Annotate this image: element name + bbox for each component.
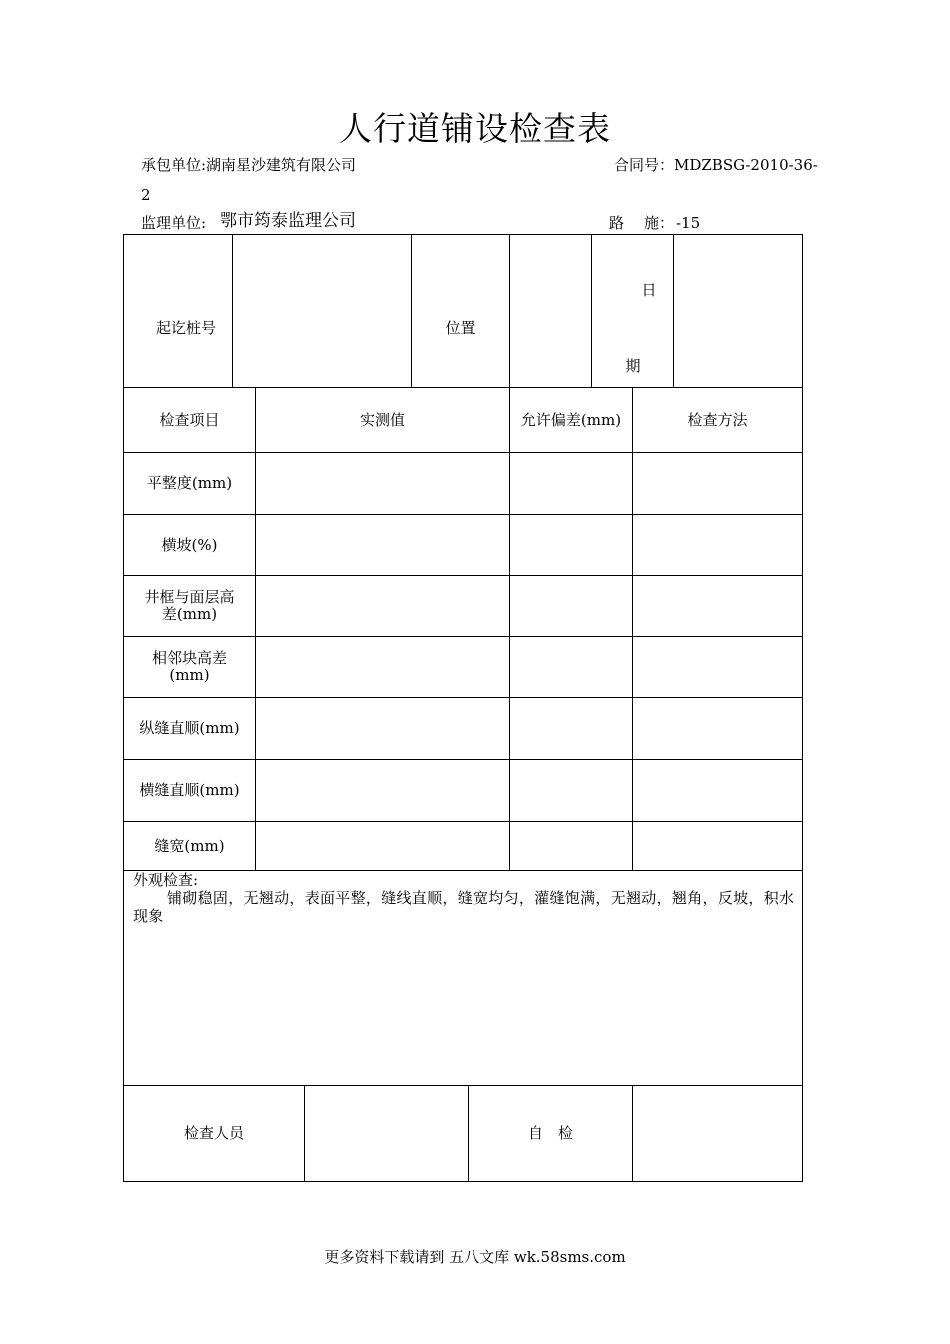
date-value	[674, 235, 802, 387]
column-header-method: 检查方法	[687, 410, 748, 429]
inspector-label: 检查人员	[183, 1124, 244, 1142]
date-label-top: 日	[641, 280, 657, 299]
column-header-measured: 实测值	[359, 410, 405, 429]
date-label-bottom: 期	[625, 356, 641, 375]
road-label: 路	[609, 214, 625, 232]
contract-number: 合同号：MDZBSG-2010-36-	[614, 156, 818, 174]
self-check-label: 自 检	[527, 1124, 573, 1142]
contract-number-continued: 2	[141, 186, 151, 204]
appearance-label: 外观检查:	[133, 871, 199, 889]
position-label: 位置	[445, 318, 476, 337]
row-item-flatness: 平整度(mm)	[146, 474, 233, 492]
appearance-text: 铺砌稳固，无翘动，表面平整，缝线直顺，缝宽均匀，灌缝饱满，无翘动，翘角，反坡，积水现象	[133, 889, 795, 925]
position-value	[510, 235, 591, 387]
column-header-item: 检查项目	[159, 410, 220, 429]
road-label-2: 施：	[644, 214, 675, 232]
station-range-label: 起讫桩号	[155, 318, 216, 337]
self-check-value	[633, 1086, 802, 1181]
row-item-cross-slope: 横坡(%)	[161, 535, 218, 554]
column-header-tolerance: 允许偏差(mm)	[520, 410, 622, 429]
supervisor-name: 鄂市筠泰监理公司	[220, 211, 356, 231]
supervisor-label: 监理单位:	[141, 214, 207, 232]
station-range-value	[233, 235, 411, 387]
row-item-transverse-joint: 横缝直顺(mm)	[139, 781, 240, 799]
inspector-value	[305, 1086, 468, 1181]
row-item-adjacent-block-diff: 相邻块高差(mm)	[151, 649, 227, 684]
page-title: 人行道铺设检查表	[339, 109, 611, 148]
footer-link-text: 更多资料下载请到 五八文库 wk.58sms.com	[324, 1248, 626, 1266]
row-item-well-frame-diff: 井框与面层高差(mm)	[144, 588, 235, 623]
appearance-check	[133, 871, 798, 925]
road-value: -15	[676, 214, 701, 232]
contractor-line: 承包单位:湖南星沙建筑有限公司	[141, 156, 357, 174]
row-item-longitudinal-joint: 纵缝直顺(mm)	[139, 719, 240, 737]
row-item-joint-width: 缝宽(mm)	[154, 836, 225, 855]
